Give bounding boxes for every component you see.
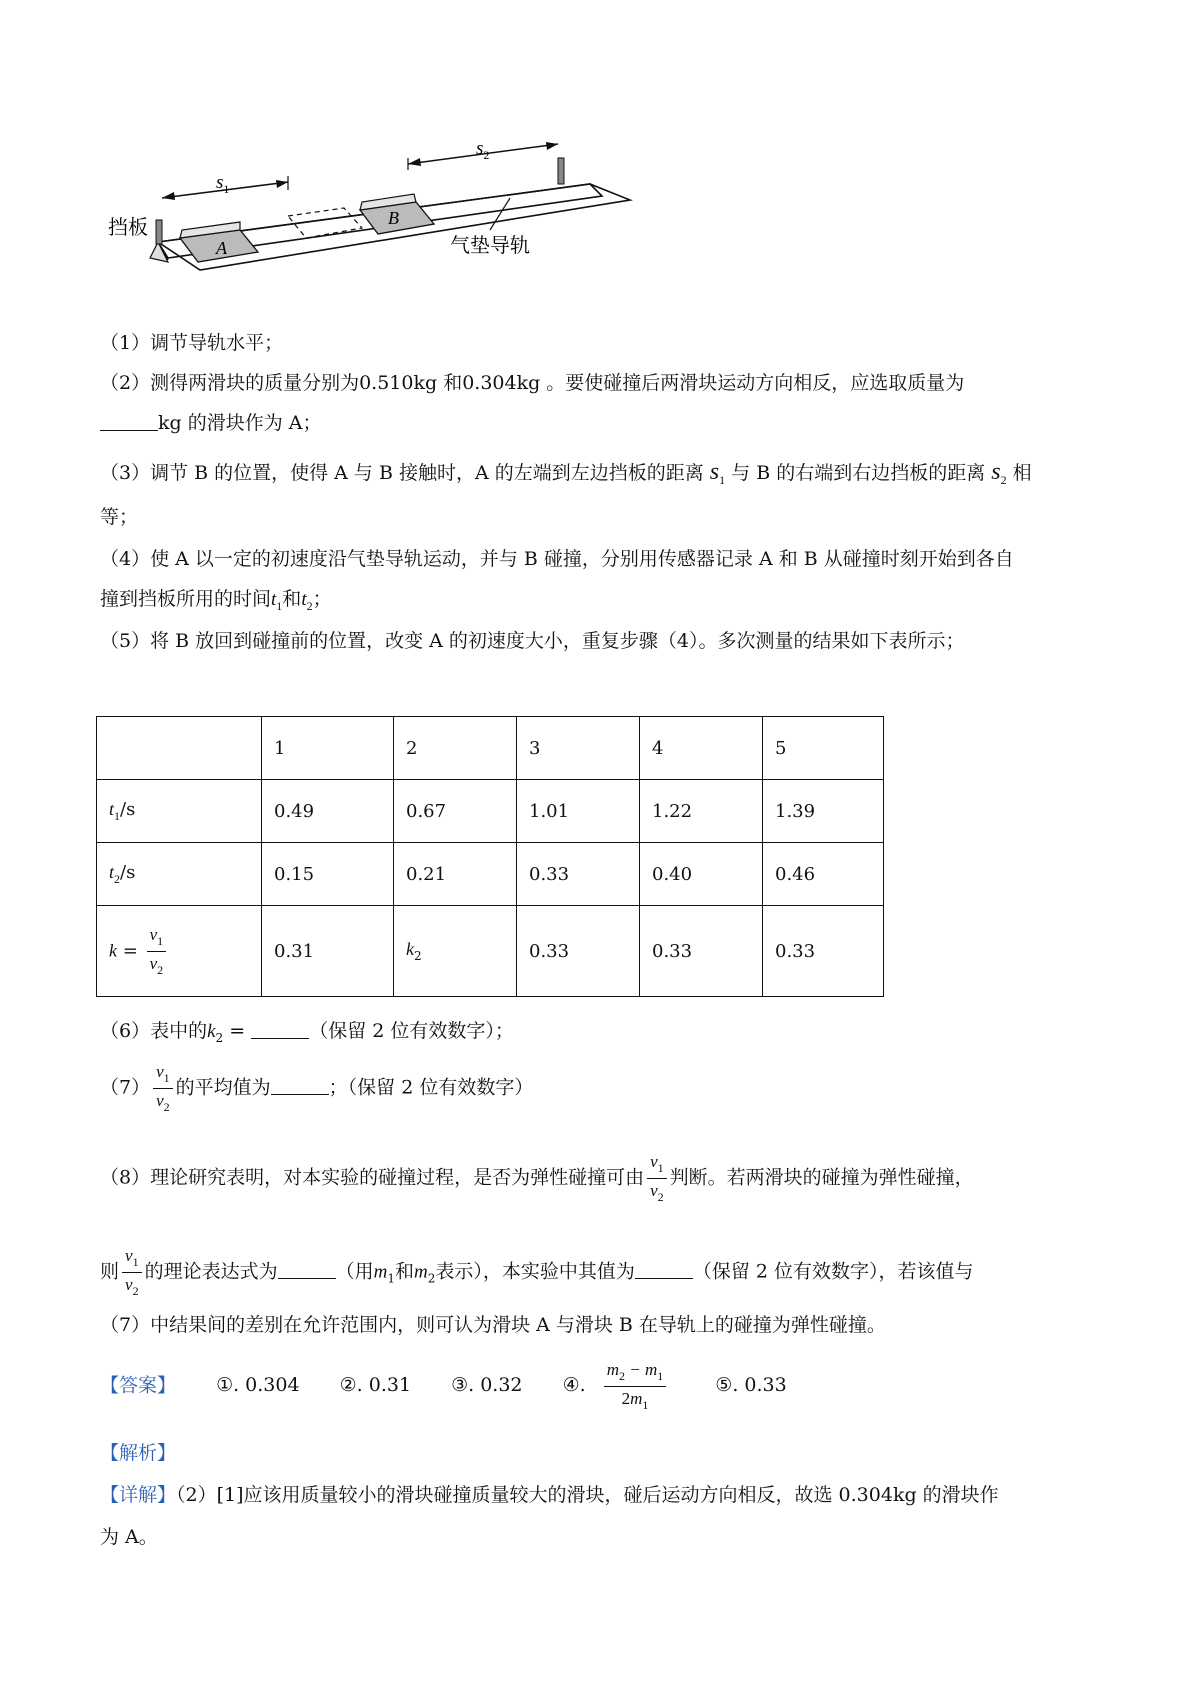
step-8-line-1: （8）理论研究表明，对本实验的碰撞过程，是否为弹性碰撞可由 $\frac{v_1}{v_2}$ 判断。若两滑块的碰撞为弹性碰撞，	[100, 1152, 974, 1204]
block-a-label: A	[216, 238, 227, 258]
right-baffle	[558, 158, 564, 184]
table-cell: 0.33	[517, 843, 640, 906]
left-baffle	[156, 220, 162, 244]
table-cell: 0.67	[394, 780, 517, 843]
block-b-label: B	[388, 208, 399, 228]
step-5: （5）将 B 放回到碰撞前的位置，改变 A 的初速度大小，重复步骤（4）。多次测量的结果如下表所示；	[100, 630, 965, 652]
table-cell: 0.33	[640, 906, 763, 997]
table-cell: 1.39	[763, 780, 884, 843]
table-cell: 2	[394, 717, 517, 780]
table-row	[97, 843, 884, 906]
blank-answer-5[interactable]	[635, 1263, 693, 1279]
row-label-t2: $t_2/s$	[97, 843, 262, 906]
table-cell-k2: $k_2$	[394, 906, 517, 997]
table-cell: 0.46	[763, 843, 884, 906]
answer-4: ④.	[562, 1374, 586, 1397]
row-label-k: k = $\frac{v_1}{v_2}$	[97, 906, 262, 997]
table-cell: 0.40	[640, 843, 763, 906]
step-2-line-1: （2）测得两滑块的质量分别为0.510kg 和0.304kg 。要使碰撞后两滑块运动方向相反，应选取质量为	[100, 372, 965, 394]
table-cell: 0.31	[262, 906, 394, 997]
step-1: （1）调节导轨水平；	[100, 332, 284, 354]
measurement-table	[96, 716, 884, 997]
step-8-line-3: （7）中结果间的差别在允许范围内，则可认为滑块 A 与滑块 B 在导轨上的碰撞为弹性碰撞。	[100, 1314, 886, 1336]
answer-line	[100, 1360, 787, 1413]
answer-4-fraction: $\frac{m_2 - m_1}{2m_1}$	[604, 1360, 667, 1413]
table-cell	[97, 717, 262, 780]
air-track-figure	[108, 138, 660, 300]
detail-line-2: 为 A。	[100, 1526, 158, 1548]
table-row	[97, 717, 884, 780]
table-cell: 0.49	[262, 780, 394, 843]
row-label-t1: $t_1/s$	[97, 780, 262, 843]
step-8-line-2: 则 $\frac{v_1}{v_2}$ 的理论表达式为 （用$m_1$和$m_2$表示），本实验中其值为 （保留 2 位有效数字），若该值与	[100, 1246, 974, 1298]
step-3-line-1: （3）调节 B 的位置，使得 A 与 B 接触时，A 的左端到左边挡板的距离 $s_1$ 与 B 的右端到右边挡板的距离 $s_2$ 相	[100, 459, 1032, 487]
answer-3: ③. 0.32	[451, 1374, 523, 1397]
answer-5: ⑤. 0.33	[715, 1374, 787, 1397]
answer-1: ①. 0.304	[216, 1374, 300, 1397]
table-cell: 0.15	[262, 843, 394, 906]
table-cell: 1	[262, 717, 394, 780]
answer-label: 【答案】	[100, 1374, 177, 1397]
step-2-line-2: kg 的滑块作为 A；	[100, 408, 321, 435]
blank-answer-3[interactable]	[271, 1079, 329, 1095]
step-4-line-2: 撞到挡板所用的时间$t_1$和$t_2$；	[100, 588, 332, 613]
table-cell: 1.22	[640, 780, 763, 843]
step-4-line-1: （4）使 A 以一定的初速度沿气垫导轨运动，并与 B 碰撞，分别用传感器记录 A 和 B 从碰撞时刻开始到各自	[100, 548, 1014, 570]
blank-answer-4[interactable]	[278, 1263, 336, 1279]
table-cell: 0.33	[763, 906, 884, 997]
s2-label: $s_2$	[476, 138, 490, 162]
detail-line-1: 【详解】（2）[1]应该用质量较小的滑块碰撞质量较大的滑块，碰后运动方向相反，故选 0.304kg 的滑块作	[100, 1484, 999, 1506]
blank-answer-1[interactable]	[100, 415, 158, 431]
step-6: （6）表中的$k_2$ = （保留 2 位有效数字）；	[100, 1020, 514, 1045]
analysis-label: 【解析】	[100, 1442, 177, 1464]
table-cell: 3	[517, 717, 640, 780]
table-cell: 0.33	[517, 906, 640, 997]
step-3-line-2: 等；	[100, 506, 139, 528]
table-cell: 4	[640, 717, 763, 780]
table-row	[97, 780, 884, 843]
answer-2: ②. 0.31	[339, 1374, 412, 1397]
table-cell: 1.01	[517, 780, 640, 843]
step-7: （7） $\frac{v_1}{v_2}$ 的平均值为 ；（保留 2 位有效数字）	[100, 1062, 534, 1114]
baffle-label: 挡板	[108, 215, 148, 239]
blank-answer-2[interactable]	[251, 1023, 309, 1039]
table-row	[97, 906, 884, 997]
table-cell: 0.21	[394, 843, 517, 906]
s1-label: $s_1$	[216, 172, 230, 196]
table-cell: 5	[763, 717, 884, 780]
rail-label: 气垫导轨	[450, 233, 530, 257]
